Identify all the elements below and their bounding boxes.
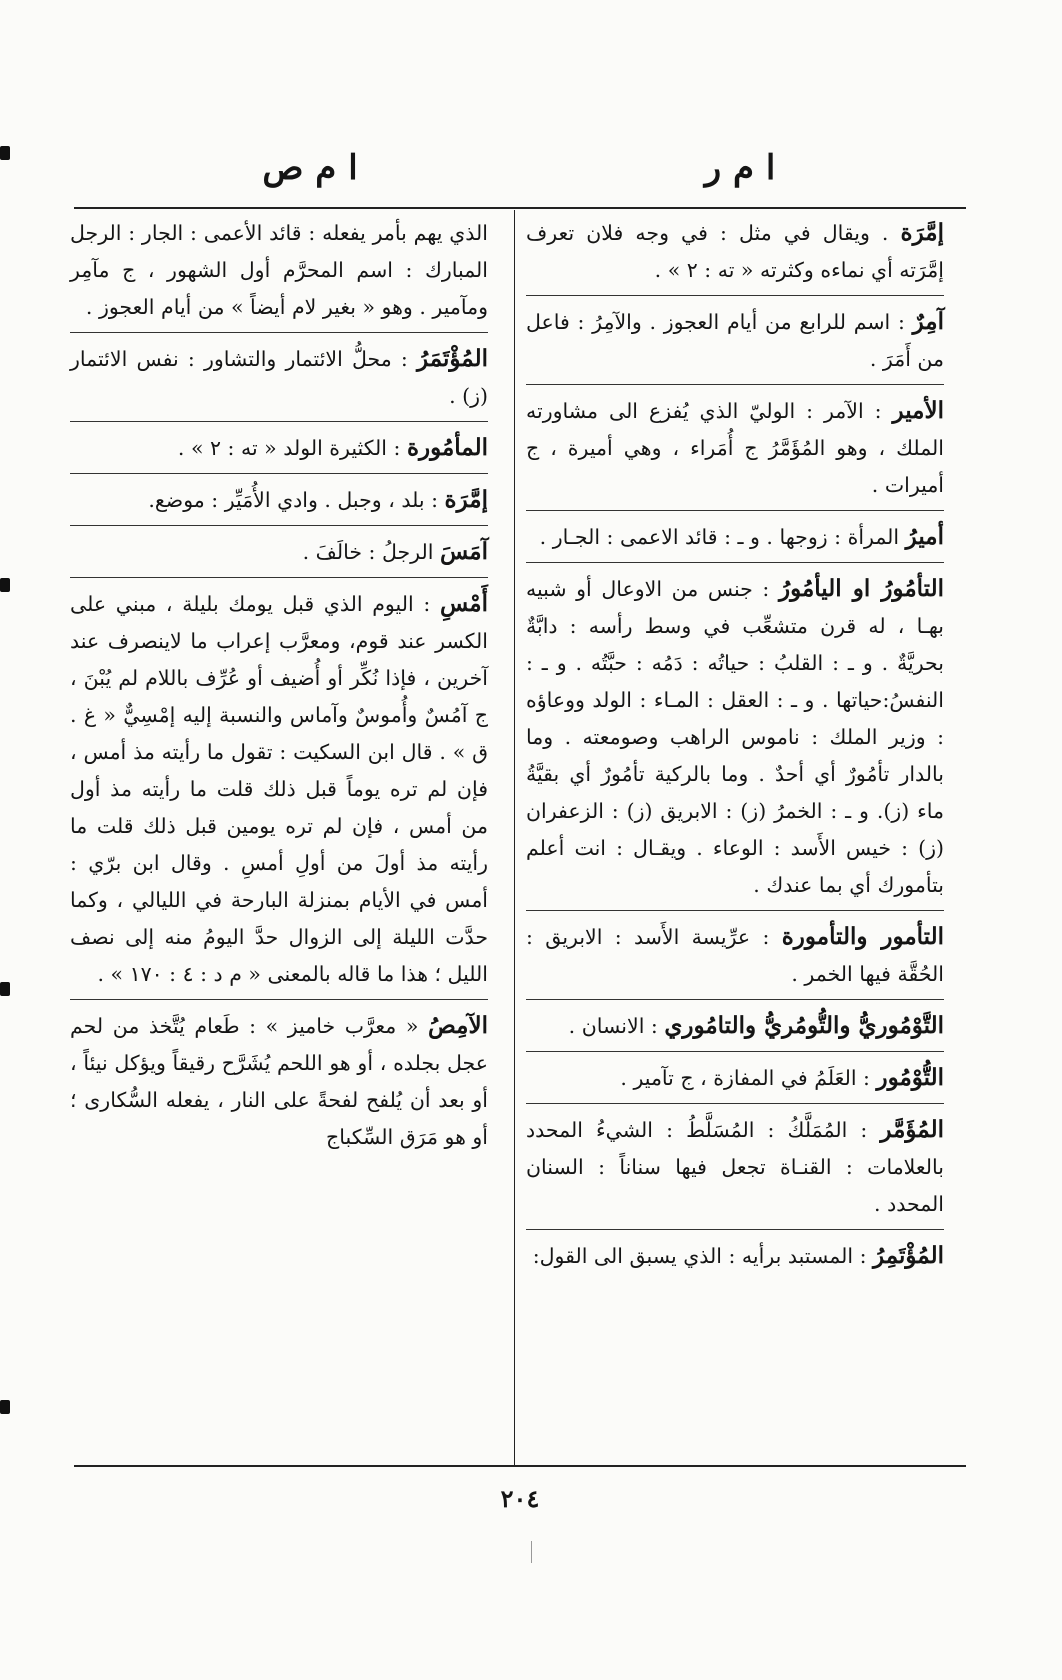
entry-definition: : اليوم الذي قبل يومك بليلة ، مبني على الكسر عند قوم، ومعرَّب إعراب ما لاينصرف عند آخرين ، فإذا نُكِّر أو أُضيف أو عُرِّف باللام لم يُبْنَ ، ج آمُسٌ وأُموسٌ وآماس والنسبة إليه إمْسِيٌّ « غ . ق » . قال ابن السكيت : تقول ما رأيته مذ أمس ، فإن لم تره يوماً قبل ذلك قلت ما رأيته مذ أول من أمس ، فإن لم تره يومين قبل ذلك قلت ما رأيته مذ أولَ من أولِ أمسِ . وقال ابن برّي : أمس في الأيام بمنزلة البارحة في الليالي ، وكما حدَّت الليلة إلى الزوال حدَّ اليومُ منه إلى نصف الليل ؛ هذا ما قاله بالمعنى « م د : ٤ : ١٧٠ » .	[70, 592, 488, 986]
dictionary-entry	[526, 518, 944, 563]
running-header-right: ا م ر	[704, 148, 776, 188]
entry-headword: التأمُورُ او اليأمُورُ	[778, 575, 944, 602]
left-column	[70, 214, 488, 1169]
entry-headword: التَّوْمُوريُّ والتُّومُريُّ والتامُوري	[664, 1012, 944, 1039]
entry-headword: المُؤْتَمَرُ	[417, 345, 488, 372]
dictionary-entry	[70, 214, 488, 333]
dictionary-entry	[526, 214, 944, 296]
dictionary-entry	[70, 533, 488, 578]
right-column	[526, 214, 944, 1288]
entry-definition: : العَلَمُ في المفازة ، ج تآمير .	[620, 1066, 870, 1090]
dictionary-entry	[70, 340, 488, 422]
entry-definition: . ويقال في مثل : في وجه فلان تعرف إمَّرَته أي نماءه وكثرته « ته : ٢ » .	[526, 221, 944, 282]
entry-definition: : بلد ، وجبل . وادي الأُمَيِّر : موضع.	[148, 488, 439, 512]
footer-rule	[74, 1465, 966, 1467]
dictionary-entry	[70, 585, 488, 1000]
dictionary-entry	[526, 392, 944, 511]
entry-definition: المرأة : زوجها . و ـ : قائد الاعمى : الجـار .	[539, 525, 900, 549]
entry-definition: الرجلُ : خالَفَ .	[302, 540, 434, 564]
entry-headword: الآمِصُ	[427, 1012, 488, 1039]
entry-definition: « معرَّب خاميز » : طَعام يُتَّخذ من لحم عجل بجلده ، أو هو اللحم يُشَرَّح رقيقاً ويؤكل نيئاً ، أو بعد أن يُلفح لفحةً على النار ، يفعله السُّكارى ؛ أو هو مَرَق السِّكباج	[70, 1014, 488, 1149]
dictionary-entry	[526, 1237, 944, 1281]
entry-definition: : الانسان .	[568, 1014, 658, 1038]
entry-definition: : المُمَلَّكُ : المُسَلَّطُ : الشيءُ المحدد بالعلامات : القنـاة تجعل فيها سناناً : السنان المحدد .	[526, 1118, 944, 1216]
entry-headword: المُؤْتَمِرُ	[873, 1242, 944, 1269]
entry-headword: أَمْسِ	[439, 590, 488, 617]
dictionary-entry	[70, 1007, 488, 1162]
dictionary-entry	[526, 1007, 944, 1052]
entry-definition: : محلُّ الائتمار والتشاور : نفس الائتمار (ز) .	[70, 347, 488, 408]
scan-mark	[0, 1400, 10, 1414]
scan-mark	[531, 1541, 532, 1563]
page-number: ٢٠٤	[500, 1484, 540, 1513]
entry-headword: إمَّرَة	[900, 219, 944, 246]
dictionary-entry	[526, 1059, 944, 1104]
entry-definition: : الكثيرة الولد « ته : ٢ » .	[177, 436, 401, 460]
column-divider	[514, 210, 515, 1465]
dictionary-entry	[70, 481, 488, 526]
entry-headword: المأمُورة	[406, 434, 488, 461]
dictionary-entry	[70, 429, 488, 474]
entry-headword: الأمير	[892, 397, 944, 424]
entry-definition: : اسم للرابع من أيام العجوز . والآمِرُ : فاعل من أَمَرَ .	[526, 310, 944, 371]
entry-headword: التأمور والتأمورة	[781, 923, 944, 950]
scan-mark	[0, 982, 10, 996]
entry-definition: : جنس من الاوعال أو شبيه بهـا ، له قرن متشعِّب في وسط رأسه : دابَّةٌ بحريَّةٌ . و ـ : القلبُ : حياتُه : دَمُه : حبَّتُه . و ـ : النفسُ:حياتها . و ـ : العقل : المـاء : الولد ووعاؤه : وزير الملك : ناموس الراهب وصومعته . وما بالدار تأمُورٌ أي أحدٌ . وما بالركية تأمُورٌ أي بقيَّةُ ماء (ز). و ـ : الخمرُ (ز) : الابريق (ز) : الزعفران (ز) : خيس الأَسد : الوعاء . ويقـال : انت أعلم بتأمورك أي بما عندك .	[526, 577, 944, 897]
running-header-left: ا م ص	[262, 148, 358, 188]
entry-headword: آمِرٌ	[912, 308, 944, 335]
entry-headword: التُّوْمُور	[876, 1064, 944, 1091]
dictionary-entry	[526, 570, 944, 911]
entry-definition: : عرِّيسة الأَسد : الابريق : الحُقَّة فيها الخمر .	[526, 925, 944, 986]
dictionary-entry	[526, 303, 944, 385]
entry-headword: آمَسَ	[439, 538, 488, 565]
entry-definition: : المستبد برأيه : الذي يسبق الى القول:	[532, 1244, 867, 1268]
scan-mark	[0, 578, 10, 592]
dictionary-entry	[526, 918, 944, 1000]
scan-mark	[0, 146, 10, 160]
dictionary-entry	[526, 1111, 944, 1230]
entry-headword: أميرُ	[905, 523, 944, 550]
entry-headword: المُؤَمَّر	[880, 1116, 944, 1143]
header-rule	[74, 207, 966, 209]
entry-headword: إمَّرَة	[444, 486, 488, 513]
entry-definition: : الآمر : الوليّ الذي يُفزع الى مشاورته الملك ، وهو المُؤَمَّرُ ج أُمَراء ، وهي أميرة ، ج أميرات .	[526, 399, 944, 497]
entry-definition: الذي يهم بأمر يفعله : قائد الأعمى : الجار : الرجل المبارك : اسم المحرَّم أول الشهور ، ج مآمِر ومآمير . وهو « بغير لام أيضاً » من أيام العجوز .	[70, 221, 488, 319]
